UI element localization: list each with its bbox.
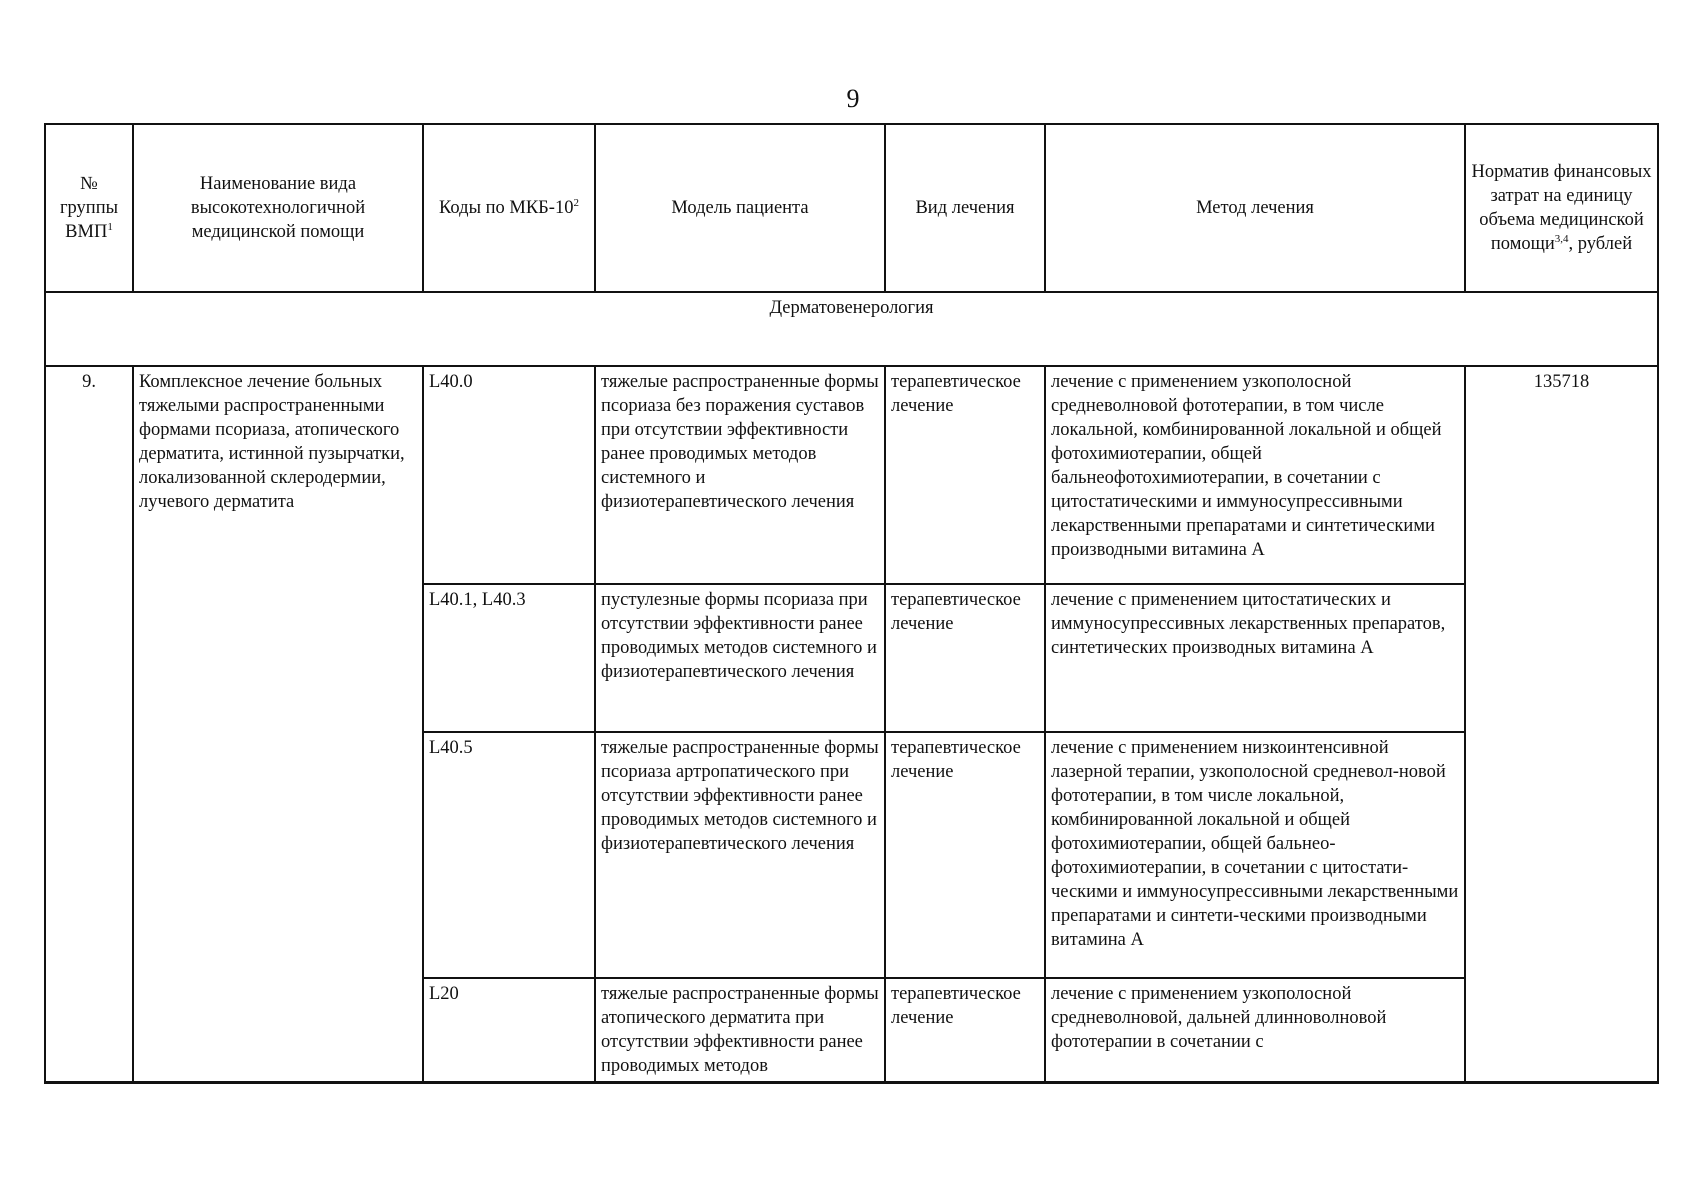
- page-number: 9: [846, 84, 860, 113]
- header-cost: Норматив финансовых затрат на единицу объема медицинской помощи$^{3,4}$, рублей: [1465, 124, 1658, 292]
- row-model: тяжелые распространенные формы псориаза артропатического при отсутствии эффективности ранее проводимых методов системного и физиотерапевтического лечения: [595, 732, 885, 978]
- row-method: лечение с применением узкополосной средневолновой фототерапии, в том числе локальной, комбинированной локальной и общей фотохимиотерапии, общей бальнеофотохимиотерапии, в сочетании с цитостатическими и иммуносупрессивными лекарственными препаратами и синтетическими производными витамина А: [1045, 366, 1465, 584]
- row-model: тяжелые распространенные формы псориаза без поражения суставов при отсутствии эффективности ранее проводимых методов системного и физиотерапевтического лечения: [595, 366, 885, 584]
- row-treatment: терапевтическое лечение: [885, 366, 1045, 584]
- row-method: лечение с применением узкополосной средневолновой, дальней длинноволновой фототерапии в сочетании с: [1045, 978, 1465, 1083]
- row-method: лечение с применением цитостатических и иммуносупрессивных лекарственных препаратов, синтетических производных витамина А: [1045, 584, 1465, 732]
- row-codes: L40.1, L40.3: [423, 584, 595, 732]
- group-name: Комплексное лечение больных тяжелыми распространенными формами псориаза, атопического дерматита, истинной пузырчатки, локализованной склеродермии, лучевого дерматита: [133, 366, 423, 1083]
- row-treatment: терапевтическое лечение: [885, 584, 1045, 732]
- row-treatment: терапевтическое лечение: [885, 732, 1045, 978]
- header-codes: Коды по МКБ-$10^2$: [423, 124, 595, 292]
- header-name: Наименование вида высокотехнологичной медицинской помощи: [133, 124, 423, 292]
- section-row: [45, 292, 1658, 366]
- group-number: 9.: [45, 366, 133, 1083]
- header-row: [45, 124, 1658, 292]
- vmp-table: [44, 123, 1659, 1084]
- header-treatment-type: Вид лечения: [885, 124, 1045, 292]
- row-codes: L40.5: [423, 732, 595, 978]
- header-method: Метод лечения: [1045, 124, 1465, 292]
- table-row: [45, 366, 1658, 584]
- row-model: тяжелые распространенные формы атопического дерматита при отсутствии эффективности ранее проводимых методов: [595, 978, 885, 1083]
- header-group-no: № группы ВМП$^1$: [45, 124, 133, 292]
- row-codes: L40.0: [423, 366, 595, 584]
- group-cost: 135718: [1465, 366, 1658, 1083]
- section-title: Дерматовенерология: [45, 292, 1658, 366]
- row-method: лечение с применением низкоинтенсивной лазерной терапии, узкополосной средневол-новой фототерапии, в том числе локальной, комбинированной локальной и общей фотохимиотерапии, общей бальнео-фотохимиотерапии, в сочетании с цитостати-ческими и иммуносупрессивными лекарственными препаратами и синтети-ческими производными витамина А: [1045, 732, 1465, 978]
- row-treatment: терапевтическое лечение: [885, 978, 1045, 1083]
- header-model: Модель пациента: [595, 124, 885, 292]
- row-codes: L20: [423, 978, 595, 1083]
- row-model: пустулезные формы псориаза при отсутствии эффективности ранее проводимых методов системного и физиотерапевтического лечения: [595, 584, 885, 732]
